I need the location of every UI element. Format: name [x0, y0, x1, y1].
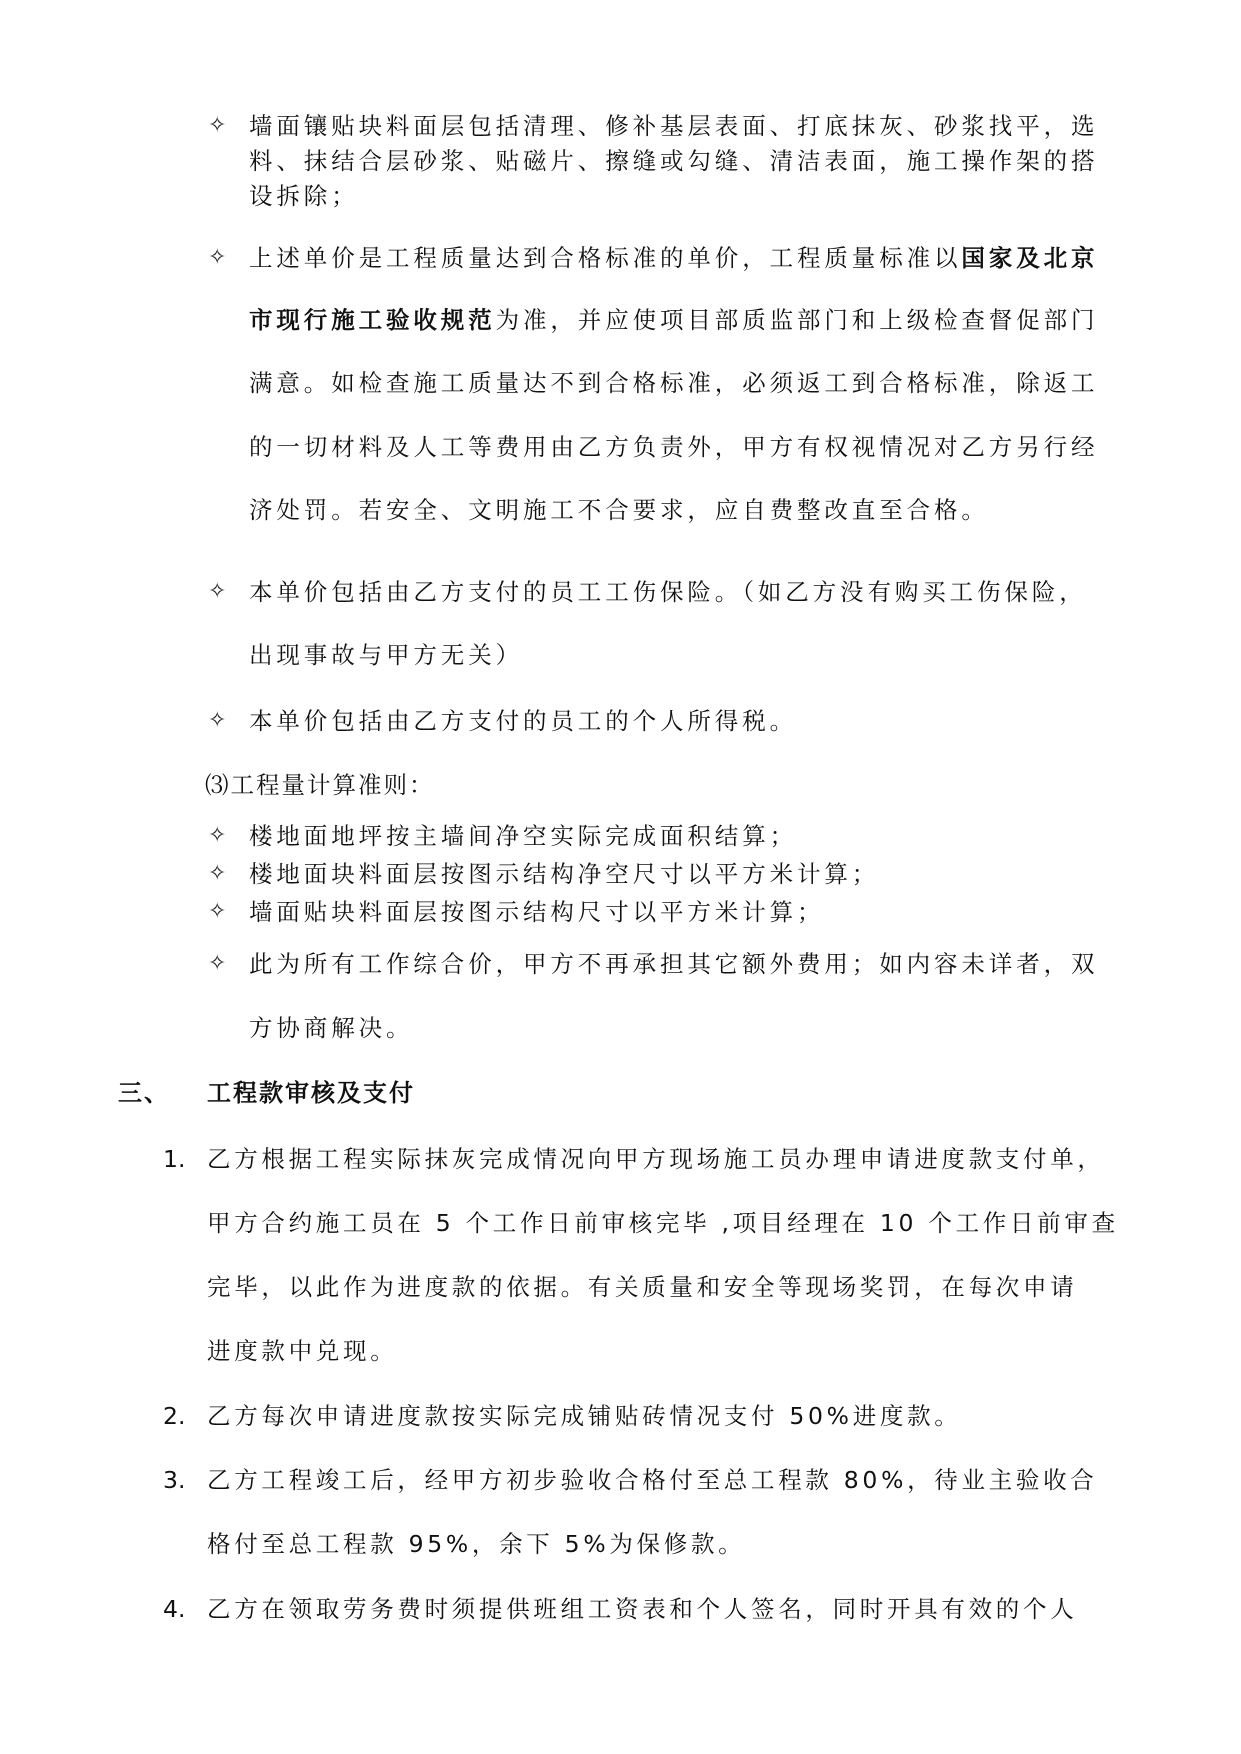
bullet-2-line-2 [249, 305, 1098, 335]
rule-4-line-1: 此为所有工作综合价，甲方不再承担其它额外费用；如内容未详者，双 [249, 950, 1099, 978]
rule-4-line-2: 方协商解决。 [249, 1014, 414, 1042]
bullet-1-line-3: 设拆除； [249, 182, 359, 210]
section-title: 工程款审核及支付 [207, 1079, 415, 1107]
rule-3: 墙面贴块料面层按图示结构尺寸以平方米计算； [249, 898, 825, 926]
bullet-2-line-5: 济处罚。若安全、文明施工不合要求，应自费整改直至合格。 [249, 496, 989, 524]
bullet-icon: ✧ [208, 113, 227, 138]
bullet-2-emphasis-1: 国家及北京 [961, 244, 1099, 272]
item-1-number: 1. [163, 1145, 186, 1173]
bullet-2-line-3: 满意。如检查施工质量达不到合格标准，必须返工到合格标准，除返工 [249, 369, 1099, 397]
rule-2: 楼地面块料面层按图示结构净空尺寸以平方米计算； [249, 860, 880, 888]
bullet-icon: ✧ [208, 579, 227, 604]
bullet-icon: ✧ [208, 245, 227, 270]
bullet-2-line-1 [249, 243, 1098, 273]
rule-1: 楼地面地坪按主墙间净空实际完成面积结算； [249, 822, 797, 850]
item-4-number: 4. [163, 1595, 186, 1623]
bullet-1-line-2: 料、抹结合层砂浆、贴磁片、擦缝或勾缝、清洁表面，施工操作架的搭 [249, 147, 1099, 175]
bullet-icon: ✧ [208, 951, 227, 976]
bullet-3-line-1: 本单价包括由乙方支付的员工工伤保险。（如乙方没有购买工伤保险， [249, 578, 1087, 606]
subheading: ⑶工程量计算准则： [205, 771, 435, 799]
bullet-2-line-1-text: 上述单价是工程质量达到合格标准的单价，工程质量标准以 [249, 244, 962, 272]
bullet-1-line-1: 墙面镶贴块料面层包括清理、修补基层表面、打底抹灰、砂浆找平，选 [249, 112, 1099, 140]
item-1-line-4: 进度款中兑现。 [207, 1337, 398, 1365]
item-3-number: 3. [163, 1466, 186, 1494]
bullet-3-line-2: 出现事故与甲方无关） [249, 641, 523, 669]
item-1-line-1: 乙方根据工程实际抹灰完成情况向甲方现场施工员办理申请进度款支付单， [207, 1145, 1105, 1173]
item-1-line-2: 甲方合约施工员在 5 个工作日前审核完毕 ,项目经理在 10 个工作日前审查 [207, 1209, 1119, 1237]
bullet-4-line-1: 本单价包括由乙方支付的员工的个人所得税。 [249, 707, 797, 735]
bullet-icon: ✧ [208, 899, 227, 924]
item-3-line-2: 格付至总工程款 95%，余下 5%为保修款。 [207, 1530, 746, 1558]
bullet-icon: ✧ [208, 861, 227, 886]
item-2-line-1: 乙方每次申请进度款按实际完成铺贴砖情况支付 50%进度款。 [207, 1402, 962, 1430]
item-1-line-3: 完毕，以此作为进度款的依据。有关质量和安全等现场奖罚，在每次申请 [207, 1273, 1078, 1301]
bullet-2-line-4: 的一切材料及人工等费用由乙方负责外，甲方有权视情况对乙方另行经 [249, 433, 1099, 461]
bullet-icon: ✧ [208, 823, 227, 848]
bullet-2-line-2-text: 为准，并应使项目部质监部门和上级检查督促部门 [495, 306, 1099, 334]
section-number: 三、 [118, 1079, 170, 1107]
item-2-number: 2. [163, 1402, 186, 1430]
bullet-icon: ✧ [208, 708, 227, 733]
item-3-line-1: 乙方工程竣工后，经甲方初步验收合格付至总工程款 80%，待业主验收合 [207, 1466, 1098, 1494]
item-4-line-1: 乙方在领取劳务费时须提供班组工资表和个人签名，同时开具有效的个人 [207, 1595, 1078, 1623]
bullet-2-emphasis-2: 市现行施工验收规范 [249, 306, 496, 334]
